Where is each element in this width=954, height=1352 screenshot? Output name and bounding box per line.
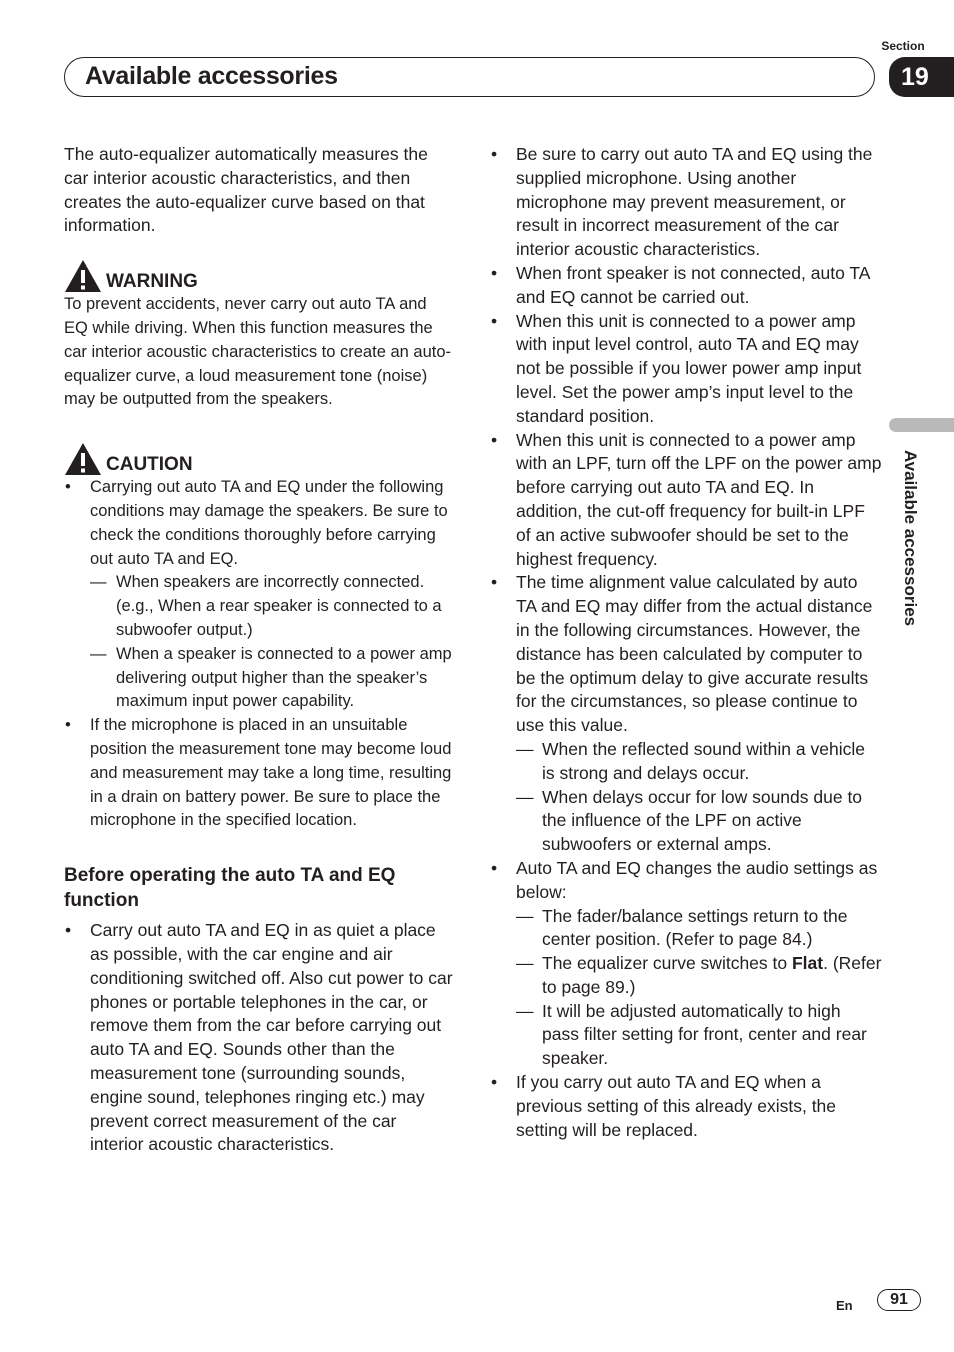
sub-list-item: — When speakers are incorrectly connected. (e.g., When a rear speaker is connected to a subwoofer output.) [90, 571, 454, 642]
list-item: • When front speaker is not connected, auto TA and EQ cannot be carried out. [490, 262, 882, 310]
page-number: 91 [877, 1289, 921, 1311]
list-item: • When this unit is connected to a power amp with input level control, auto TA and EQ may not be possible if you lower power amp input level. Set the power amp’s input level to the standard position. [490, 310, 882, 429]
caution-triangle-icon [64, 442, 102, 476]
list-item: • Be sure to carry out auto TA and EQ using the supplied microphone. Using another microphone may prevent measurement, or result in incorrect measurement of the car interior acoustic characteristics. [490, 143, 882, 262]
side-tab-marker [889, 418, 954, 432]
list-item: • If you carry out auto TA and EQ when a previous setting of this already exists, the setting will be replaced. [490, 1071, 882, 1142]
warning-triangle-icon [64, 259, 102, 293]
side-tab-label: Available accessories [901, 450, 920, 627]
section-number-badge: 19 [889, 57, 954, 97]
subsection-heading: Before operating the auto TA and EQ function [64, 865, 396, 912]
page-title: Available accessories [85, 62, 338, 90]
list-item: • When this unit is connected to a power amp with an LPF, turn off the LPF on the power amp before carrying out auto TA and EQ. In addition, the cut-off frequency for built-in LPF of an active subwoofer should be set to the highest frequency. [490, 429, 882, 572]
intro-paragraph: The auto-equalizer automatically measures the car interior acoustic characteristics, and then creates the auto-equalizer curve based on that information. [64, 144, 428, 236]
sub-list-item [516, 952, 882, 1000]
warning-label: WARNING [106, 271, 198, 293]
caution-label: CAUTION [106, 454, 193, 476]
sub-list-item: — When delays occur for low sounds due to the influence of the LPF on active subwoofers or external amps. [516, 786, 882, 857]
left-column [64, 143, 454, 1157]
title-bar [64, 57, 875, 97]
sub-list-item: — It will be adjusted automatically to high pass filter setting for front, center and rear speaker. [516, 1000, 882, 1071]
section-label: Section [881, 39, 925, 53]
language-label: En [836, 1298, 853, 1313]
list-item: • Carry out auto TA and EQ in as quiet a place as possible, with the car engine and air conditioning switched off. Also cut power to car phones or portable telephones in the car, or remove them from the car before carrying out auto TA and EQ. Sounds other than the measurement tone (surrounding sounds, engine sound, telephones ringing etc.) may prevent correct measurement of the car interior acoustic characteristics. [64, 919, 454, 1157]
flat-setting-name: Flat [791, 953, 824, 974]
list-item: • If the microphone is placed in an unsuitable position the measurement tone may become loud and measurement may take a long time, resulting in a drain on battery power. Be sure to place the microphone in the specified location. [64, 714, 454, 833]
dash-text: The equalizer curve switches to [542, 953, 792, 974]
sub-list-item: — When a speaker is connected to a power amp delivering output higher than the speaker’s maximum input power capability. [90, 643, 454, 714]
list-item: • The time alignment value calculated by auto TA and EQ may differ from the actual distance in the following circumstances. However, the distance has been calculated by computer to be the optimum delay to give accurate results for the circumstances, so please continue to use this value. [490, 571, 882, 738]
warning-heading [64, 259, 454, 293]
sub-list-item: — The fader/balance settings return to the center position. (Refer to page 84.) [516, 905, 882, 953]
list-item: • Carrying out auto TA and EQ under the following conditions may damage the speakers. Be sure to check the conditions thoroughly before carrying out auto TA and EQ. [64, 476, 454, 571]
sub-list-item: — When the reflected sound within a vehicle is strong and delays occur. [516, 738, 882, 786]
warning-text: To prevent accidents, never carry out auto TA and EQ while driving. When this function measures the car interior acoustic characteristics to create an auto-equalizer curve, a loud measurement tone (noise) may be outputted from the speakers. [64, 295, 452, 409]
dash-text: . (Refer to page 89.) [542, 953, 882, 997]
list-item: • Auto TA and EQ changes the audio settings as below: [490, 857, 882, 905]
right-column [490, 143, 882, 1142]
caution-heading [64, 442, 454, 476]
